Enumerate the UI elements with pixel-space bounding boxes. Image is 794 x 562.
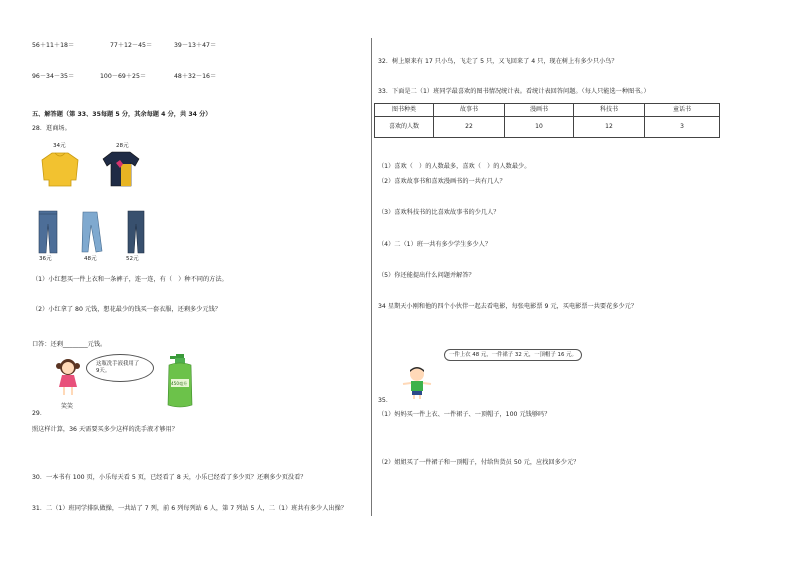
q35-number: 35． (378, 397, 393, 404)
pants-2-price: 48元 (84, 256, 97, 262)
soap-bottle-label: 450毫升 (171, 381, 188, 386)
calc-2-1: 96－34－35＝ (32, 73, 75, 80)
q34: 34 星期天小刚和他的四个小伙伴一起去看电影，每张电影票 9 元，买电影票一共要花多少元？ (378, 303, 638, 310)
pants-2-image (80, 211, 104, 255)
calc-1-2: 77＋12－45＝ (110, 42, 153, 49)
calc-1-3: 39－13＋47＝ (174, 42, 217, 49)
section5-heading: 五、解答题（第 33、35每题 5 分，其余每题 4 分，共 34 分） (32, 111, 212, 118)
value-cell: 10 (505, 117, 574, 138)
tshirt-image (101, 150, 141, 188)
pants-1-price: 36元 (39, 256, 52, 262)
calc-2-3: 48＋32－16＝ (174, 73, 217, 80)
row-label-cell: 喜欢的人数 (375, 117, 434, 138)
pants-3-price: 52元 (126, 256, 139, 262)
column-divider (371, 38, 372, 516)
q33-sub5: （5）你还能提出什么问题并解答？ (378, 272, 475, 279)
tshirt-price: 28元 (116, 143, 129, 149)
boy-image (402, 365, 432, 399)
header-cell: 故事书 (434, 104, 505, 117)
boy-speech-bubble (444, 349, 582, 361)
header-cell: 图书种类 (375, 104, 434, 117)
value-cell: 3 (645, 117, 720, 138)
sweater-price: 34元 (53, 143, 66, 149)
header-cell: 童话书 (645, 104, 720, 117)
value-cell: 22 (434, 117, 505, 138)
q33-intro: 33．下面是二（1）班同学最喜欢的图书情况统计表。看统计表回答问题。（每人只能选一种图书。） (378, 88, 650, 95)
girl-speech-text: 这瓶洗手液我用了 9天。 (96, 361, 140, 374)
q30: 30．一本书有 100 页，小乐每天看 5 页，已经看了 8 天，小乐已经看了多少页？还剩多少页没看？ (32, 474, 307, 481)
q35-sub1: （1）妈妈买一件上衣、一件裙子、一顶帽子，100 元钱够吗？ (378, 411, 551, 418)
q32: 32．树上原来有 17 只小鸟，飞走了 5 只，又飞回来了 4 只，现在树上有多少只小鸟？ (378, 58, 618, 65)
q33-sub2: （2）喜欢故事书和喜欢漫画书的一共有几人？ (378, 178, 506, 185)
q31: 31．二（1）班同学排队做操，一共站了 7 列，前 6 列每列站 6 人，第 7 列站 5 人，二（1）班共有多少人出操？ (32, 505, 347, 512)
boy-speech-text: 一件上衣 48 元，一件裙子 32 元，一顶帽子 16 元。 (449, 352, 577, 358)
q33-sub1: （1）喜欢（ ）的人数最多，喜欢（ ）的人数最少。 (378, 163, 531, 170)
header-cell: 漫画书 (505, 104, 574, 117)
pants-3-image (126, 210, 146, 256)
q28-answer: 口答：还剩________元钱。 (32, 341, 107, 348)
pants-1-image (37, 210, 59, 256)
q29-number: 29． (32, 410, 47, 417)
books-table (374, 103, 720, 138)
q28-sub2: （2）小红拿了 80 元钱，想花最少的钱买一套衣服，还剩多少元钱？ (32, 306, 221, 313)
books-table-row (375, 117, 720, 138)
q33-sub3: （3）喜欢科技书的比喜欢故事书的少几人？ (378, 209, 500, 216)
q28-label: 28．逛商场。 (32, 125, 71, 132)
girl-speech-bubble (86, 354, 154, 382)
header-cell: 科技书 (574, 104, 645, 117)
q29-question: 照这样计算，36 天需要买多少这样的洗手液才够用？ (32, 426, 178, 433)
girl-image (54, 357, 82, 397)
sweater-image (40, 150, 80, 188)
girl-name: 笑笑 (61, 403, 74, 410)
books-table-header (375, 104, 720, 117)
q28-sub1: （1）小红想买一件上衣和一条裤子，连一连，有（ ）种不同的方法。 (32, 276, 228, 283)
calc-1-1: 56＋11＋18＝ (32, 42, 75, 49)
calc-2-2: 100－69＋25＝ (100, 73, 147, 80)
q33-sub4: （4）二（1）班一共有多少学生多少人？ (378, 241, 492, 248)
q35-sub2: （2）姐姐买了一件裙子和一顶帽子，付给售货员 50 元，应找回多少元？ (378, 459, 580, 466)
value-cell: 12 (574, 117, 645, 138)
